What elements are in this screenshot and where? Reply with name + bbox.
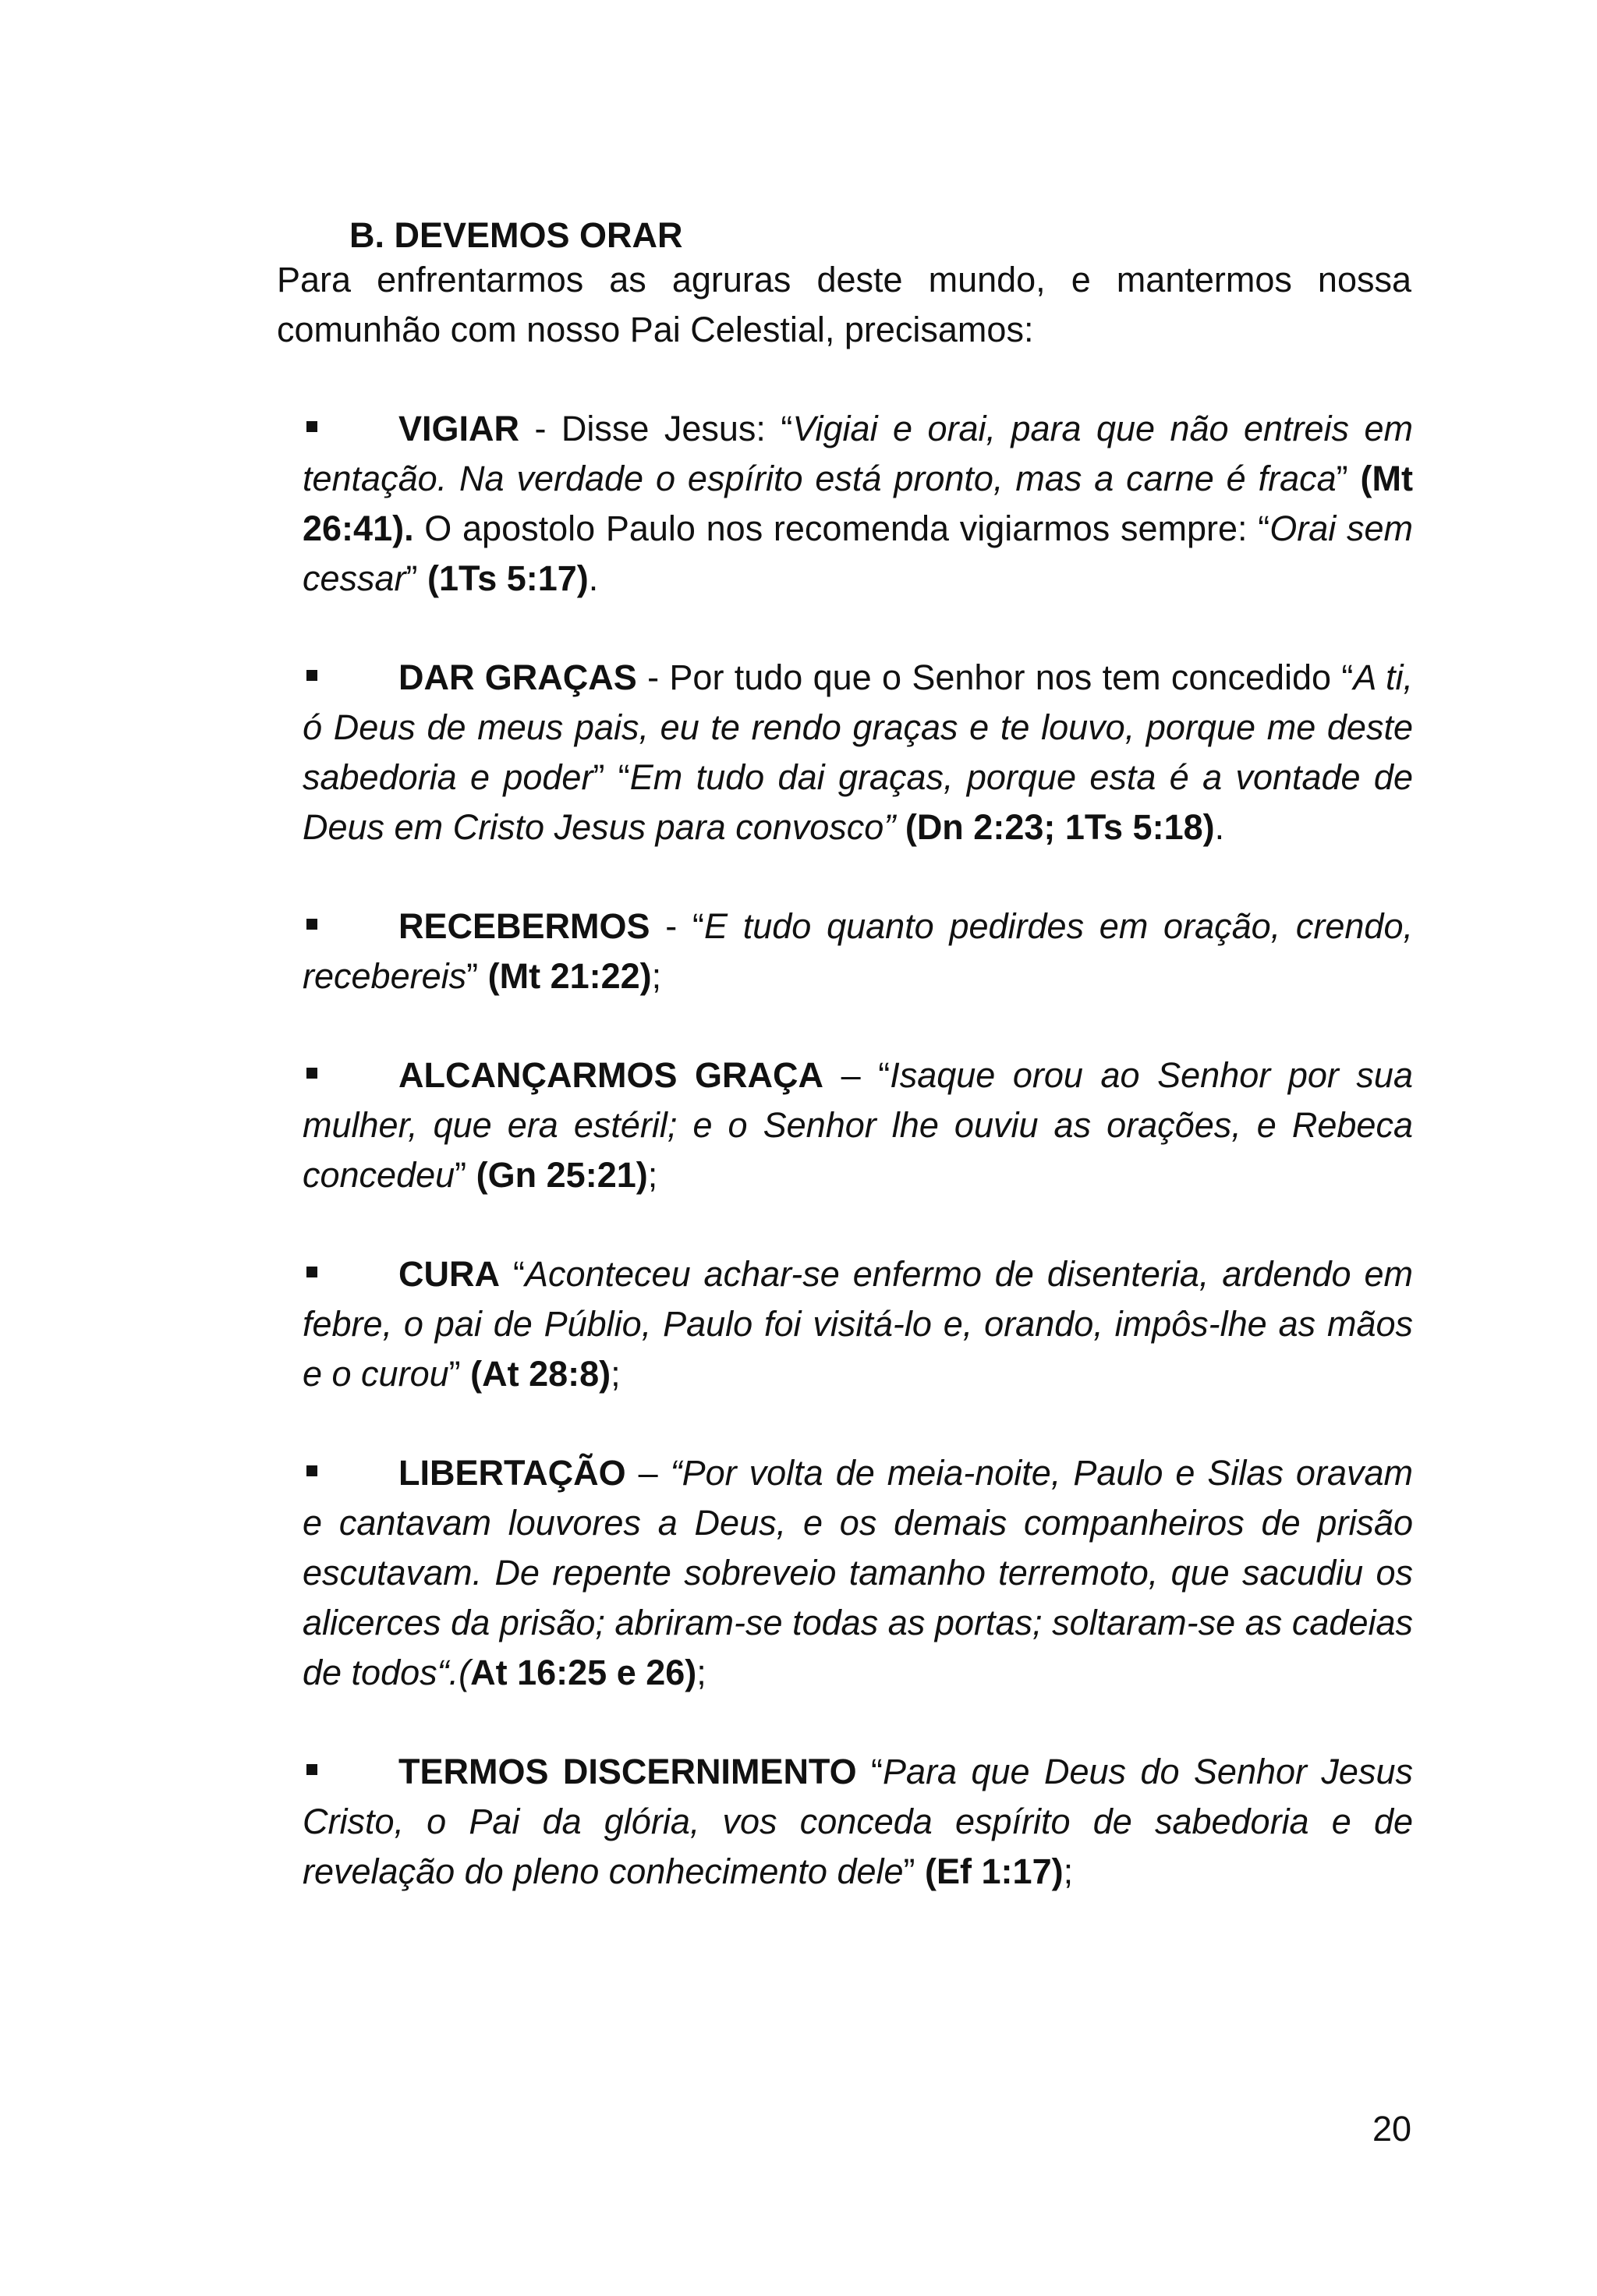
square-bullet-icon <box>306 1267 317 1277</box>
square-bullet-icon <box>306 1465 317 1476</box>
item-term: LIBERTAÇÃO <box>398 1453 626 1493</box>
square-bullet-icon <box>306 1068 317 1079</box>
item-end: ; <box>696 1653 706 1692</box>
scripture-quote: Aconteceu achar-se enfermo de disenteria, ardendo em febre, o pai de Públio, Paulo foi visitá-lo e, orando, impôs-lhe as mãos e o curou <box>303 1254 1414 1394</box>
square-bullet-icon <box>306 1764 317 1775</box>
page-number: 20 <box>1372 2109 1411 2149</box>
item-term: TERMOS DISCERNIMENTO <box>398 1752 857 1791</box>
scripture-reference: (At 28:8) <box>470 1354 611 1394</box>
square-bullet-icon <box>306 919 317 930</box>
scripture-reference: At 16:25 e 26) <box>470 1653 697 1692</box>
item-separator: – “ <box>823 1055 891 1095</box>
item-separator: “ <box>500 1254 525 1294</box>
list-item-vigiar <box>303 404 1413 604</box>
list-item-termos-discernimento <box>303 1747 1413 1897</box>
scripture-quote: Em tudo dai graças, porque esta é a vontade de Deus em Cristo Jesus para convosco” <box>303 757 1413 847</box>
item-end: ; <box>647 1155 658 1195</box>
bullet-list <box>303 404 1413 1946</box>
item-separator: “ <box>856 1752 883 1791</box>
item-end: ; <box>611 1354 621 1394</box>
item-term: RECEBERMOS <box>398 906 650 946</box>
intro-paragraph: Para enfrentarmos as agruras deste mundo, e mantermos nossa comunhão com nosso Pai Celestial, precisamos: <box>277 260 1411 349</box>
scripture-reference: (Dn 2:23; 1Ts 5:18) <box>905 807 1215 847</box>
item-separator: - Por tudo que o Senhor nos tem concedido “ <box>636 657 1354 697</box>
scripture-reference: (Mt 26:41). <box>303 459 1413 548</box>
quote-close <box>895 807 905 847</box>
item-term: VIGIAR <box>398 409 520 448</box>
quote-close: ” <box>1336 459 1361 498</box>
square-bullet-icon <box>306 421 317 432</box>
scripture-quote: Vigiai e orai, para que não entreis em tentação. Na verdade o espírito está pronto, mas a carne é fraca <box>303 409 1413 498</box>
item-end: ; <box>1063 1851 1074 1891</box>
list-item-alcancarmos-graca <box>303 1051 1413 1200</box>
list-item-libertacao <box>303 1448 1413 1698</box>
scripture-quote: A ti, ó Deus de meus pais, eu te rendo graças e te louvo, porque me deste sabedoria e poder <box>303 657 1413 797</box>
scripture-quote: Orai sem cessar <box>303 508 1413 598</box>
item-separator: - Disse Jesus: “ <box>519 409 793 448</box>
scripture-reference: (Gn 25:21) <box>476 1155 648 1195</box>
item-term: ALCANÇARMOS GRAÇA <box>398 1055 824 1095</box>
list-item-dar-gracas <box>303 653 1413 852</box>
item-separator: – <box>625 1453 671 1493</box>
item-term: CURA <box>398 1254 500 1294</box>
scripture-quote: E tudo quanto pedirdes em oração, crendo, recebereis <box>303 906 1413 996</box>
scripture-quote: Para que Deus do Senhor Jesus Cristo, o Pai da glória, vos conceda espírito de sabedoria e de revelação do pleno conhecimento dele <box>303 1752 1413 1891</box>
quote-close: ” <box>448 1354 471 1394</box>
item-term: DAR GRAÇAS <box>398 657 637 697</box>
scripture-reference: (Ef 1:17) <box>925 1851 1064 1891</box>
scripture-reference: (Mt 21:22) <box>487 956 652 996</box>
quote-close: ” <box>903 1851 926 1891</box>
item-end: ; <box>651 956 662 996</box>
scripture-quote: Isaque orou ao Senhor por sua mulher, que era estéril; e o Senhor lhe ouviu as orações, e Rebeca concedeu <box>303 1055 1413 1195</box>
item-separator: - “ <box>650 906 704 946</box>
quote-close: ” <box>405 558 428 598</box>
list-item-recebermos <box>303 902 1413 1001</box>
square-bullet-icon <box>306 670 317 681</box>
section-heading: B. DEVEMOS ORAR <box>349 215 683 255</box>
quote-close: ” <box>455 1155 476 1195</box>
quote-close: ” “ <box>593 757 630 797</box>
item-end: . <box>1214 807 1225 847</box>
item-text: O apostolo Paulo nos recomenda vigiarmos sempre: “ <box>413 508 1270 548</box>
scripture-quote: “Por volta de meia-noite, Paulo e Silas oravam e cantavam louvores a Deus, e os demais companheiros de prisão escutavam. De repente sobreveio tamanho terremoto, que sacudiu os alicerces da prisão; abriram-se todas as portas; soltaram-se as cadeias de todos“.( <box>303 1453 1413 1692</box>
list-item-cura <box>303 1249 1413 1399</box>
quote-close: ” <box>466 956 488 996</box>
scripture-reference: (1Ts 5:17) <box>427 558 589 598</box>
item-end: . <box>588 558 599 598</box>
